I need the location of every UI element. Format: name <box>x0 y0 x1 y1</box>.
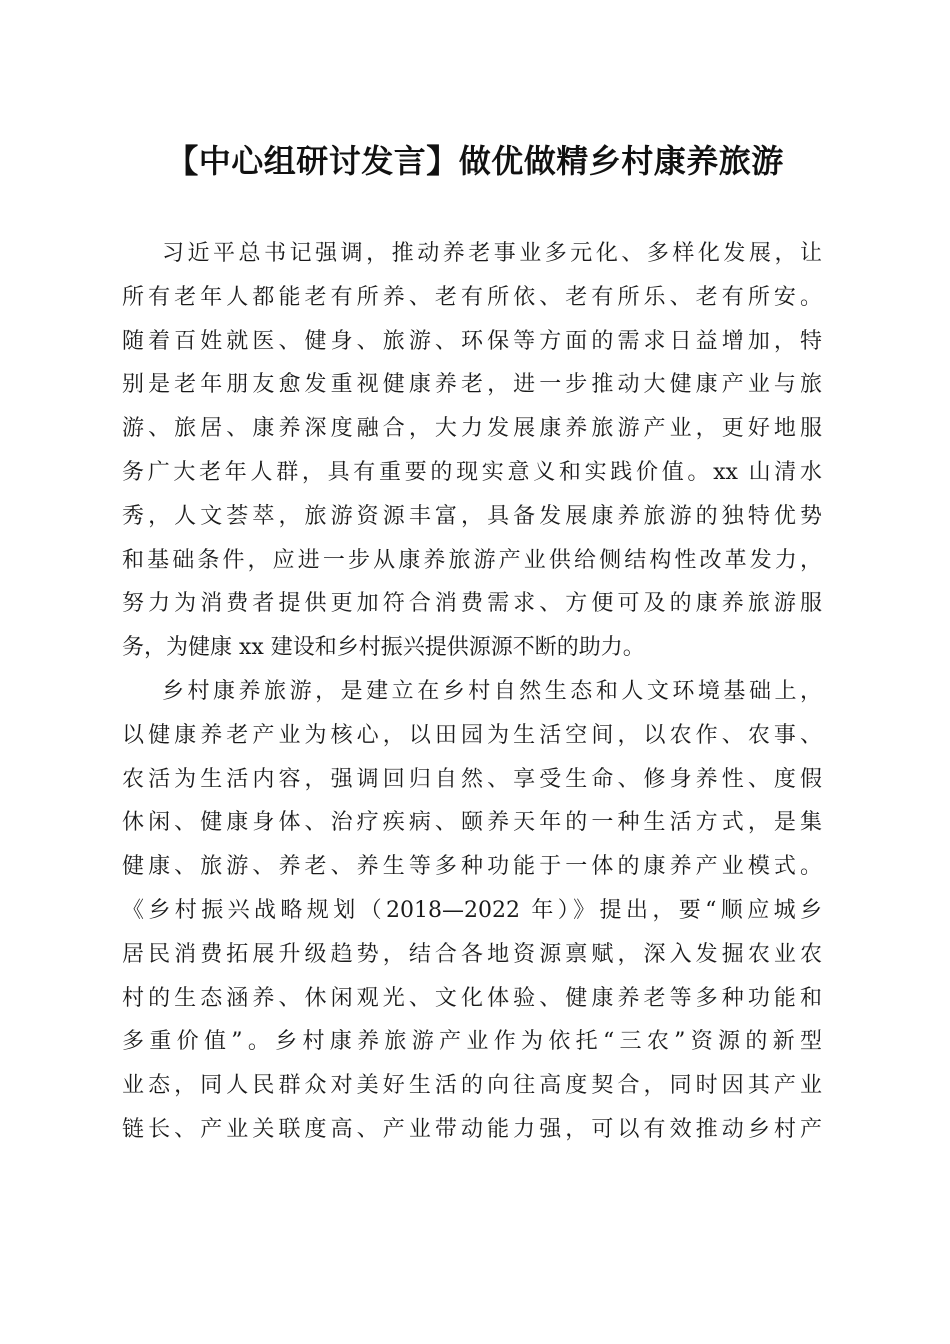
paragraph-line: 务，为健康 xx 建设和乡村振兴提供源源不断的助力。 <box>122 635 645 661</box>
paragraph-line: 农活为生活内容，强调回归自然、享受生命、修身养性、度假 <box>122 766 822 792</box>
paragraph-line: 和基础条件，应进一步从康养旅游产业供给侧结构性改革发力， <box>122 547 822 573</box>
paragraph-line: 业态，同人民群众对美好生活的向往高度契合，同时因其产业 <box>122 1073 822 1099</box>
paragraph-line: 居民消费拓展升级趋势，结合各地资源禀赋，深入发掘农业农 <box>122 941 822 967</box>
paragraph-line: 村的生态涵养、休闲观光、文化体验、健康养老等多种功能和 <box>122 985 822 1011</box>
paragraph-line: 链长、产业关联度高、产业带动能力强，可以有效推动乡村产 <box>122 1116 822 1142</box>
document-title: 【中心组研讨发言】做优做精乡村康养旅游 <box>166 142 784 180</box>
paragraph-line: 《乡村振兴战略规划（2018—2022 年）》提出，要“顺应城乡 <box>122 897 822 923</box>
paragraph-line: 以健康养老产业为核心，以田园为生活空间，以农作、农事、 <box>122 722 822 748</box>
paragraph-line: 习近平总书记强调，推动养老事业多元化、多样化发展，让 <box>162 241 822 266</box>
paragraph-line: 休闲、健康身体、治疗疾病、颐养天年的一种生活方式，是集 <box>122 810 822 836</box>
paragraph-line: 务广大老年人群，具有重要的现实意义和实践价值。xx 山清水 <box>122 459 822 485</box>
paragraph-line: 游、旅居、康养深度融合，大力发展康养旅游产业，更好地服 <box>122 416 822 442</box>
paragraph-line: 多重价值”。乡村康养旅游产业作为依托“三农”资源的新型 <box>122 1029 822 1055</box>
paragraph-line: 乡村康养旅游，是建立在乡村自然生态和人文环境基础上， <box>162 678 822 704</box>
paragraph-line: 健康、旅游、养老、养生等多种功能于一体的康养产业模式。 <box>122 854 822 880</box>
paragraph-line: 别是老年朋友愈发重视健康养老，进一步推动大健康产业与旅 <box>122 372 822 398</box>
document-body <box>122 232 822 1152</box>
paragraph-line: 秀，人文荟萃，旅游资源丰富，具备发展康养旅游的独特优势 <box>122 503 822 529</box>
paragraph-1 <box>122 232 822 670</box>
paragraph-line: 随着百姓就医、健身、旅游、环保等方面的需求日益增加，特 <box>122 328 822 354</box>
paragraph-2 <box>122 670 822 1152</box>
paragraph-line: 努力为消费者提供更加符合消费需求、方便可及的康养旅游服 <box>122 591 822 617</box>
paragraph-line: 所有老年人都能老有所养、老有所依、老有所乐、老有所安。 <box>122 284 822 310</box>
